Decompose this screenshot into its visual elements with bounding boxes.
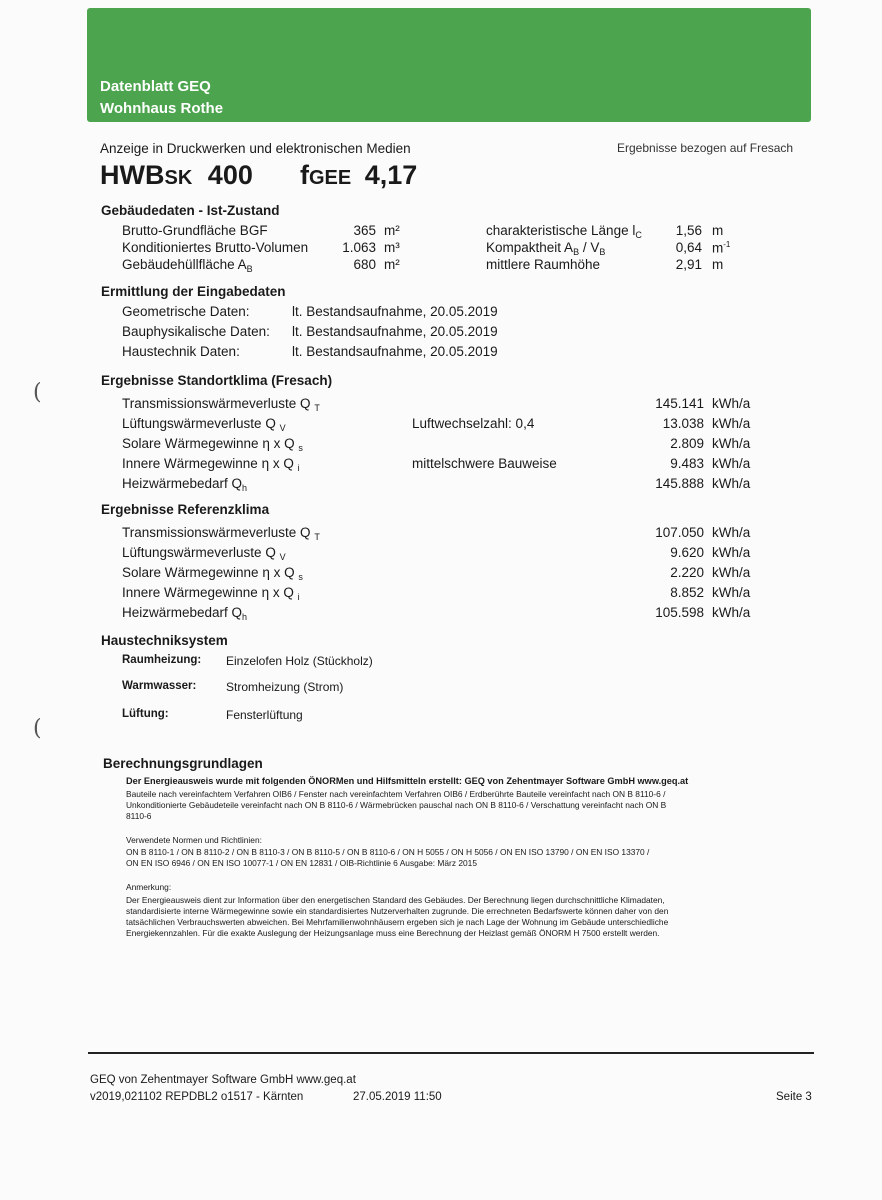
footer-version: v2019,021102 REPDBL2 o1517 - Kärnten <box>90 1091 304 1103</box>
norms-line-1: ON EN ISO 6946 / ON EN ISO 10077-1 / ON EN 12831 / OIB-Richtlinie 6 Ausgabe: März 2015 <box>126 858 477 868</box>
systems-value-1: Stromheizung (Strom) <box>226 680 344 694</box>
label-sub-2: B <box>599 247 606 257</box>
label-sub: h <box>242 612 248 622</box>
input-data-value-2: lt. Bestandsaufnahme, 20.05.2019 <box>292 344 498 359</box>
label-text: Innere Wärmegewinne η x Q <box>122 456 294 471</box>
label-sub: h <box>242 483 248 493</box>
ref-unit-0: kWh/a <box>712 525 751 540</box>
building-left-value-1: 1.063 <box>342 240 376 255</box>
label-sub: s <box>298 572 303 582</box>
input-data-label-1: Bauphysikalische Daten: <box>122 324 270 339</box>
punch-hole-mark: ( <box>33 380 42 405</box>
hwb-sub: SK <box>164 167 193 189</box>
systems-label-2: Lüftung: <box>122 708 169 720</box>
basis-bold-line: Der Energieausweis wurde mit folgenden ÖNORMen und Hilfsmitteln erstellt: GEQ von Zehentmayer Software GmbH www.geq.at <box>126 776 689 786</box>
remark-line-0: Der Energieausweis dient zur Information über den energetischen Standard des Gebäudes. Der Berechnung liegen durchschnittliche Klimadaten, <box>126 895 665 905</box>
site-unit-3: kWh/a <box>712 456 751 471</box>
ref-climate-heading: Ergebnisse Referenzklima <box>101 502 270 517</box>
ref-unit-1: kWh/a <box>712 545 751 560</box>
ref-label-3 <box>122 585 300 602</box>
unit-sup: -1 <box>723 240 731 249</box>
results-note: Ergebnisse bezogen auf Fresach <box>617 141 794 155</box>
label-text: Heizwärmebedarf Q <box>122 605 243 620</box>
remark-line-2: tatsächlichen Verbrauchswerten abweichen. Bei Mehrfamilienwohnhäusern ergeben sich je nach Lage der Wohnung im Gebäude unterschiedliche <box>126 917 669 927</box>
label-text: Innere Wärmegewinne η x Q <box>122 585 294 600</box>
ref-value-4: 105.598 <box>655 605 704 620</box>
site-label-0 <box>122 396 320 413</box>
ref-label-0 <box>122 525 320 542</box>
building-right-value-2: 2,91 <box>675 257 702 272</box>
site-unit-4: kWh/a <box>712 476 751 491</box>
systems-value-2: Fensterlüftung <box>226 708 303 722</box>
building-heading: Gebäudedaten - Ist-Zustand <box>101 203 280 218</box>
footer-date: 27.05.2019 11:50 <box>353 1091 442 1103</box>
input-data-label-0: Geometrische Daten: <box>122 304 250 319</box>
building-right-label-1 <box>486 240 605 257</box>
footer-rule <box>88 1052 814 1054</box>
site-label-4 <box>122 476 247 493</box>
label-text-2: / V <box>579 240 600 255</box>
remark-line-1: standardisierte interne Wärmegewinne sowie ein standardisiertes Nutzerverhalten zugrunde. Die errechneten Bedarfswerte können daher von den <box>126 906 669 916</box>
systems-heading: Haustechniksystem <box>101 633 228 648</box>
ref-value-1: 9.620 <box>670 545 704 560</box>
norms-title: Verwendete Normen und Richtlinien: <box>126 835 262 845</box>
label-sub: V <box>279 423 286 433</box>
site-unit-2: kWh/a <box>712 436 751 451</box>
hwb-label: HWB <box>100 160 165 190</box>
building-left-label-1: Konditioniertes Brutto-Volumen <box>122 240 309 255</box>
label-sub: s <box>298 443 303 453</box>
ref-label-2 <box>122 565 303 582</box>
fgee-label: f <box>300 160 309 190</box>
label-text: Transmissionswärmeverluste Q <box>122 396 311 411</box>
building-name: Wohnhaus Rothe <box>100 100 224 117</box>
footer-company: GEQ von Zehentmayer Software GmbH www.geq.at <box>90 1074 356 1086</box>
site-unit-0: kWh/a <box>712 396 751 411</box>
remark-title: Anmerkung: <box>126 882 172 892</box>
ref-label-1 <box>122 545 286 562</box>
input-data-heading: Ermittlung der Eingabedaten <box>101 284 286 299</box>
label-text: Solare Wärmegewinne η x Q <box>122 565 295 580</box>
site-value-2: 2.809 <box>670 436 704 451</box>
ref-label-4 <box>122 605 247 622</box>
ref-value-3: 8.852 <box>670 585 704 600</box>
label-sub: i <box>297 463 300 473</box>
site-label-2 <box>122 436 303 453</box>
building-right-label-0 <box>486 223 642 240</box>
label-text: charakteristische Länge l <box>486 223 636 238</box>
input-data-value-0: lt. Bestandsaufnahme, 20.05.2019 <box>292 304 498 319</box>
datasheet-title: Datenblatt GEQ <box>100 78 211 95</box>
building-left-label-2 <box>122 257 253 274</box>
input-data-value-1: lt. Bestandsaufnahme, 20.05.2019 <box>292 324 498 339</box>
ref-value-0: 107.050 <box>655 525 704 540</box>
fgee-sub: GEE <box>309 167 352 189</box>
label-sub: B <box>246 264 253 274</box>
building-left-unit-2: m² <box>384 257 400 272</box>
site-label-3 <box>122 456 300 473</box>
ref-unit-4: kWh/a <box>712 605 751 620</box>
building-left-value-0: 365 <box>353 223 376 238</box>
norms-line-0: ON B 8110-1 / ON B 8110-2 / ON B 8110-3 / ON B 8110-5 / ON B 8110-6 / ON H 5055 / ON H 5056 / ON EN ISO 13790 / ON EN ISO 13370 / <box>126 847 650 857</box>
basis-heading: Berechnungsgrundlagen <box>103 756 263 771</box>
label-sub: T <box>314 403 320 413</box>
site-climate-heading: Ergebnisse Standortklima (Fresach) <box>101 373 333 388</box>
label-text: Lüftungswärmeverluste Q <box>122 416 276 431</box>
fgee-indicator <box>300 160 417 191</box>
display-note: Anzeige in Druckwerken und elektronischen Medien <box>100 141 411 156</box>
site-value-0: 145.141 <box>655 396 704 411</box>
basis-p1-line-2: 8110-6 <box>126 811 152 821</box>
site-value-1: 13.038 <box>662 416 704 431</box>
hwb-value: 400 <box>207 160 253 190</box>
label-text: Solare Wärmegewinne η x Q <box>122 436 295 451</box>
site-value-4: 145.888 <box>655 476 704 491</box>
site-note-1: Luftwechselzahl: 0,4 <box>412 416 535 431</box>
label-text: Gebäudehüllfläche A <box>122 257 247 272</box>
ref-value-2: 2.220 <box>670 565 704 580</box>
ref-unit-3: kWh/a <box>712 585 751 600</box>
label-sub: V <box>279 552 286 562</box>
hwb-indicator <box>100 160 253 191</box>
systems-label-0: Raumheizung: <box>122 654 202 666</box>
building-right-unit-1 <box>712 240 730 256</box>
building-left-label-0: Brutto-Grundfläche BGF <box>122 223 268 238</box>
label-sub: i <box>297 592 300 602</box>
remark-line-3: Energiekennzahlen. Für die exakte Auslegung der Heizungsanlage muss eine Berechnung der Heizlast gemäß ÖNORM H 7500 erstellt werden. <box>126 928 660 938</box>
fgee-value: 4,17 <box>364 160 418 190</box>
site-note-3: mittelschwere Bauweise <box>412 456 557 471</box>
site-unit-1: kWh/a <box>712 416 751 431</box>
label-sub: B <box>573 247 580 257</box>
label-text: Transmissionswärmeverluste Q <box>122 525 311 540</box>
input-data-label-2: Haustechnik Daten: <box>122 344 240 359</box>
basis-p1-line-1: Unkonditionierte Gebäudeteile vereinfacht nach ON B 8110-6 / Wärmebrücken pauschal nach ON B 8110-6 / Verschattung vereinfacht nach ON B <box>126 800 667 810</box>
basis-p1-line-0: Bauteile nach vereinfachtem Verfahren OIB6 / Fenster nach vereinfachtem Verfahren OIB6 / Erdberührte Bauteile vereinfacht nach ON B 8110-6 / <box>126 789 666 799</box>
building-left-unit-0: m² <box>384 223 400 238</box>
building-left-unit-1: m³ <box>384 240 400 255</box>
label-text: Heizwärmebedarf Q <box>122 476 243 491</box>
label-text: Lüftungswärmeverluste Q <box>122 545 276 560</box>
site-label-1 <box>122 416 286 433</box>
label-sub: C <box>635 230 642 240</box>
header-banner <box>87 8 811 122</box>
building-right-unit-2: m <box>712 257 724 272</box>
footer-page: Seite 3 <box>776 1091 812 1103</box>
site-value-3: 9.483 <box>670 456 704 471</box>
label-text: Kompaktheit A <box>486 240 574 255</box>
systems-label-1: Warmwasser: <box>122 680 197 692</box>
label-sub: T <box>314 532 320 542</box>
building-left-value-2: 680 <box>353 257 376 272</box>
building-right-value-0: 1,56 <box>675 223 702 238</box>
building-right-value-1: 0,64 <box>675 240 702 255</box>
building-right-label-2: mittlere Raumhöhe <box>486 257 601 272</box>
punch-hole-mark: ( <box>33 716 42 741</box>
ref-unit-2: kWh/a <box>712 565 751 580</box>
systems-value-0: Einzelofen Holz (Stückholz) <box>226 654 373 668</box>
unit-text: m <box>712 240 724 256</box>
building-right-unit-0: m <box>712 223 724 238</box>
